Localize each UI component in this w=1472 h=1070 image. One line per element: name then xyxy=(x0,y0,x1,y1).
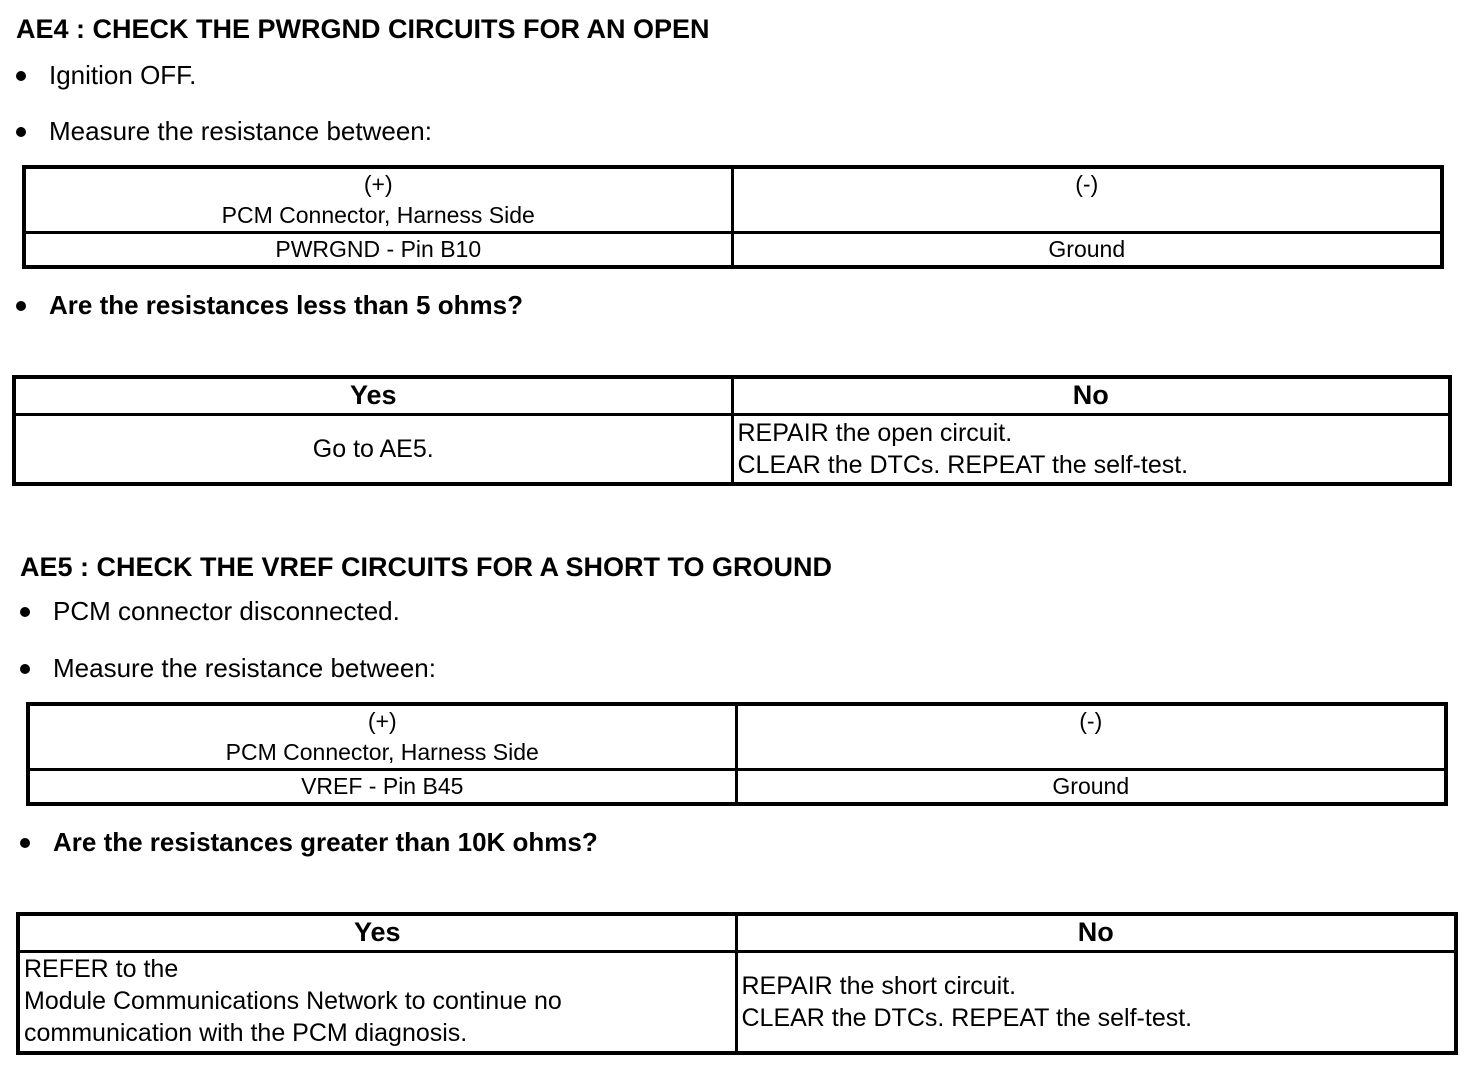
yes-header: Yes xyxy=(14,377,732,414)
bullet-dot xyxy=(20,607,30,617)
bullet-text: Measure the resistance between: xyxy=(49,116,432,146)
ae5-result-table xyxy=(16,912,1458,1055)
measure-header-row xyxy=(24,167,1442,233)
ae5-measure-table xyxy=(26,702,1448,806)
plus-header-cell xyxy=(28,704,736,770)
plus-label: PCM Connector, Harness Side xyxy=(225,739,539,765)
result-action-row xyxy=(14,414,1450,484)
no-action-cell xyxy=(736,951,1456,1053)
yes-action-cell xyxy=(18,951,736,1053)
plus-value-cell: PWRGND - Pin B10 xyxy=(24,233,732,268)
minus-symbol: (-) xyxy=(1075,171,1099,197)
no-action-cell xyxy=(732,414,1450,484)
result-action-row xyxy=(18,951,1456,1053)
ae4-measure-table xyxy=(22,165,1444,269)
plus-header-cell xyxy=(24,167,732,233)
ae4-step-title: AE4 : CHECK THE PWRGND CIRCUITS FOR AN OPEN xyxy=(16,14,710,44)
minus-header-cell xyxy=(736,704,1446,770)
bullet-dot xyxy=(20,838,30,848)
yes-action-cell: Go to AE5. xyxy=(14,414,732,484)
plus-symbol: (+) xyxy=(367,708,397,734)
bullet-text: PCM connector disconnected. xyxy=(53,596,400,626)
question-text: Are the resistances less than 5 ohms? xyxy=(49,290,523,320)
measure-header-row xyxy=(28,704,1446,770)
bullet-dot xyxy=(16,301,26,311)
no-action-line: CLEAR the DTCs. REPEAT the self-test. xyxy=(741,1003,1193,1032)
yes-action-line: REFER to the xyxy=(24,954,179,983)
yes-header: Yes xyxy=(18,914,736,951)
bullet-text: Measure the resistance between: xyxy=(53,653,436,683)
no-action-line: REPAIR the open circuit. xyxy=(737,418,1013,447)
bullet-dot xyxy=(20,664,30,674)
table-row xyxy=(28,770,1446,805)
result-header-row xyxy=(14,377,1450,414)
bullet-text: Ignition OFF. xyxy=(49,60,197,90)
bullet-dot xyxy=(16,127,26,137)
no-action-line: REPAIR the short circuit. xyxy=(741,971,1017,1000)
plus-symbol: (+) xyxy=(363,171,393,197)
yes-action-line: Module Communications Network to continue no xyxy=(24,986,562,1015)
question-text: Are the resistances greater than 10K ohms? xyxy=(53,827,598,857)
table-row xyxy=(24,233,1442,268)
ae5-step-title: AE5 : CHECK THE VREF CIRCUITS FOR A SHORT TO GROUND xyxy=(20,552,833,582)
minus-value-cell: Ground xyxy=(732,233,1442,268)
minus-value-cell: Ground xyxy=(736,770,1446,805)
bullet-dot xyxy=(16,71,26,81)
no-header: No xyxy=(732,377,1450,414)
yes-action-line: communication with the PCM diagnosis. xyxy=(24,1018,468,1047)
minus-header-cell xyxy=(732,167,1442,233)
no-action-line: CLEAR the DTCs. REPEAT the self-test. xyxy=(737,450,1189,479)
plus-value-cell: VREF - Pin B45 xyxy=(28,770,736,805)
no-header: No xyxy=(736,914,1456,951)
result-header-row xyxy=(18,914,1456,951)
plus-label: PCM Connector, Harness Side xyxy=(221,202,535,228)
ae4-result-table xyxy=(12,375,1452,486)
minus-symbol: (-) xyxy=(1079,708,1103,734)
